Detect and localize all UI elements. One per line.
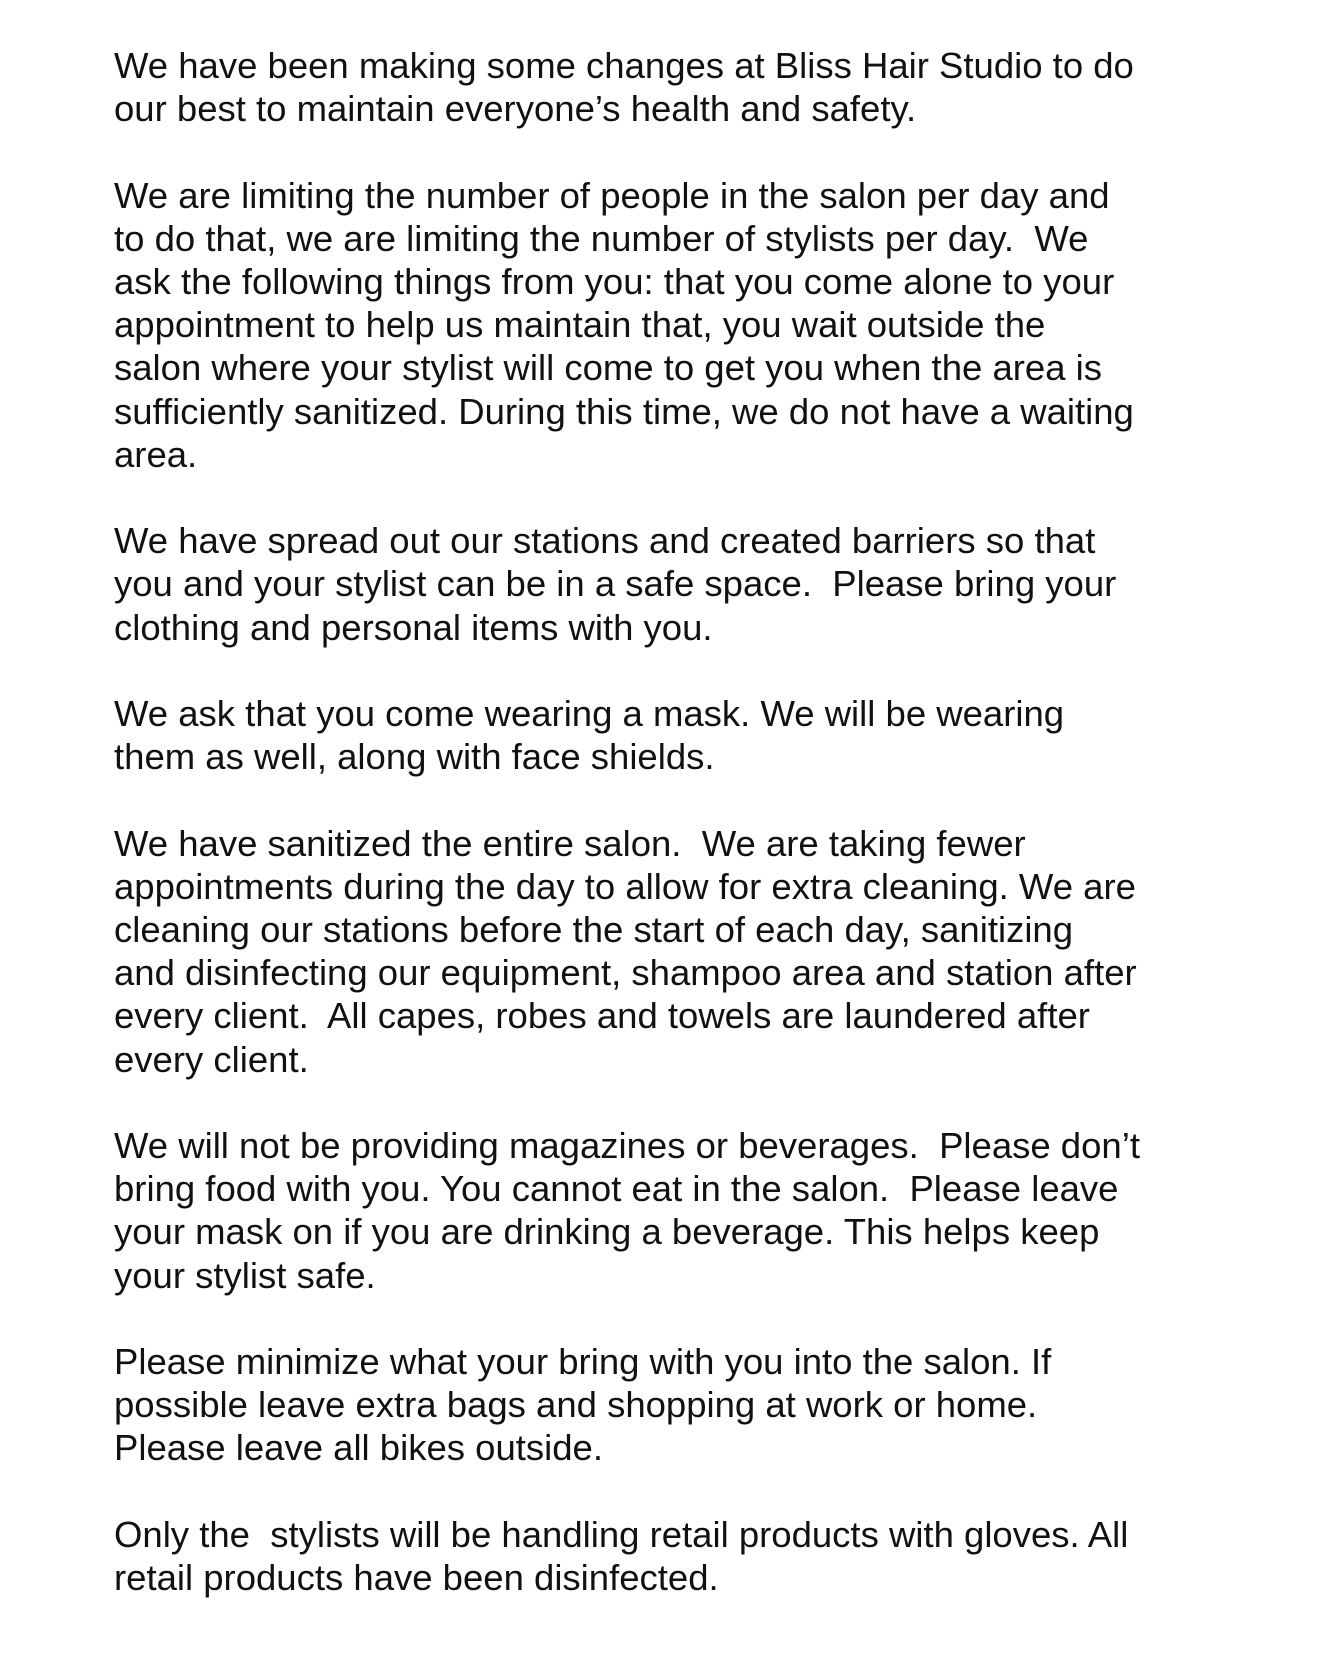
text-line: retail products have been disinfected. bbox=[114, 1557, 719, 1598]
text-line: appointments during the day to allow for extra cleaning. We are bbox=[114, 865, 1136, 907]
text-line: We will not be providing magazines or beverages. Please don’t bbox=[114, 1125, 1140, 1166]
text-line: bring food with you. You cannot eat in the salon. Please leave bbox=[114, 1168, 1119, 1210]
text-line: your mask on if you are drinking a beverage. This helps keep bbox=[114, 1211, 1100, 1253]
text-line: area. bbox=[114, 433, 198, 475]
text-line: every client. bbox=[114, 1038, 309, 1080]
text-line: clothing and personal items with you. bbox=[114, 606, 713, 648]
paragraph-sanitizing bbox=[114, 822, 1314, 1081]
text-line: sufficiently sanitized. During this time, we do not have a waiting bbox=[114, 390, 1134, 432]
paragraph-belongings bbox=[114, 1340, 1314, 1470]
text-line: We have sanitized the entire salon. We are taking fewer bbox=[114, 822, 1026, 864]
paragraph-masks bbox=[114, 692, 1314, 778]
text-line: and disinfecting our equipment, shampoo area and station after bbox=[114, 952, 1137, 994]
text-line: cleaning our stations before the start of each day, sanitizing bbox=[114, 909, 1074, 950]
paragraph-intro bbox=[114, 44, 1314, 130]
text-line: you and your stylist can be in a safe space. Please bring your bbox=[114, 563, 1117, 605]
text-line: We have been making some changes at Bliss Hair Studio to do bbox=[114, 45, 1134, 86]
text-line: We have spread out our stations and created barriers so that bbox=[114, 520, 1096, 562]
text-line: your stylist safe. bbox=[114, 1254, 376, 1296]
document-body bbox=[114, 44, 1314, 1642]
text-line: salon where your stylist will come to get you when the area is bbox=[114, 347, 1102, 389]
text-line: Only the stylists will be handling retail products with gloves. All bbox=[114, 1513, 1129, 1555]
text-line: to do that, we are limiting the number of stylists per day. We bbox=[114, 217, 1089, 259]
text-line: possible leave extra bags and shopping at work or home. bbox=[114, 1384, 1038, 1426]
paragraph-stations bbox=[114, 519, 1314, 649]
text-line: our best to maintain everyone’s health and safety. bbox=[114, 88, 917, 130]
text-line: appointment to help us maintain that, you wait outside the bbox=[114, 304, 1046, 346]
text-line: ask the following things from you: that you come alone to your bbox=[114, 261, 1115, 302]
paragraph-limiting-people bbox=[114, 174, 1314, 476]
text-line: We ask that you come wearing a mask. We will be wearing bbox=[114, 693, 1065, 734]
text-line: Please minimize what your bring with you into the salon. If bbox=[114, 1341, 1052, 1382]
text-line: them as well, along with face shields. bbox=[114, 736, 715, 778]
text-line: Please leave all bikes outside. bbox=[114, 1427, 603, 1469]
paragraph-retail bbox=[114, 1513, 1314, 1599]
text-line: We are limiting the number of people in the salon per day and bbox=[114, 174, 1110, 216]
text-line: every client. All capes, robes and towels are laundered after bbox=[114, 995, 1090, 1037]
paragraph-food-beverages bbox=[114, 1124, 1314, 1297]
